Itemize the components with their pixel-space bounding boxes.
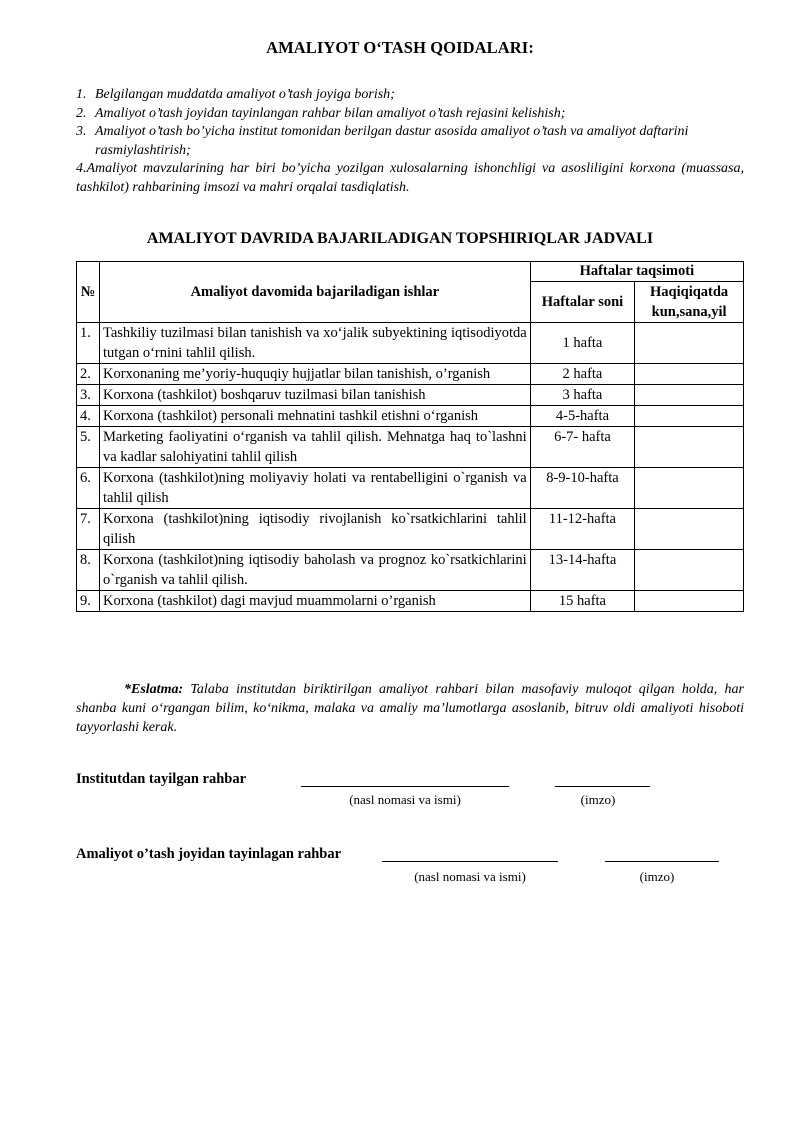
rule-text: Belgilangan muddatda amaliyot o’tash joyiga borish; <box>95 87 395 102</box>
table-row <box>77 468 744 509</box>
name-caption-institute: (nasl nomasi va ismi) <box>349 792 461 807</box>
header-weeks-group: Haftalar taqsimoti <box>530 262 743 282</box>
row-actual-date[interactable] <box>635 468 744 509</box>
table-row <box>77 364 744 385</box>
row-work: Korxona (tashkilot) dagi mavjud muammolarni o’rganish <box>99 591 530 612</box>
header-weeks-count: Haftalar soni <box>530 282 635 323</box>
row-work: Korxona (tashkilot) boshqaruv tuzilmasi bilan tanishish <box>99 385 530 406</box>
row-work: Korxonaning me’yoriy-huquqiy hujjatlar bilan tanishish, o’rganish <box>99 364 530 385</box>
row-work: Tashkiliy tuzilmasi bilan tanishish va xo‘jalik subyektining iqtisodiyotda tutgan o‘rnini tahlil qilish. <box>99 323 530 364</box>
row-weeks: 13-14-hafta <box>530 550 635 591</box>
rule-text: Amaliyot o’tash bo’yicha institut tomonidan berilgan dastur asosida amaliyot o’tash va amaliyot daftarini rasmiylashtirish; <box>95 124 689 158</box>
row-number: 8. <box>77 550 100 591</box>
tasks-table <box>76 261 744 612</box>
table-row <box>77 550 744 591</box>
table-row <box>77 406 744 427</box>
signature-label-institute: Institutdan tayilgan rahbar <box>76 771 247 787</box>
table-row <box>77 323 744 364</box>
rule-text: Amaliyot o’tash joyidan tayinlangan rahbar bilan amaliyot o’tash rejasini kelishish; <box>95 105 566 121</box>
header-no: № <box>77 262 100 323</box>
row-number: 7. <box>77 509 100 550</box>
page-title: AMALIYOT O‘TASH QOIDALARI: <box>266 38 534 57</box>
row-actual-date[interactable] <box>635 323 744 364</box>
rule-item <box>76 105 744 124</box>
rule-number: 2. <box>76 105 87 121</box>
signature-sign-line-practice-site[interactable] <box>605 861 719 862</box>
row-weeks: 8-9-10-hafta <box>530 468 635 509</box>
header-work: Amaliyot davomida bajariladigan ishlar <box>99 262 530 323</box>
table-title: AMALIYOT DAVRIDA BAJARILADIGAN TOPSHIRIQLAR JADVALI <box>146 230 654 247</box>
signature-label-practice-site: Amaliyot o’tash joyidan tayinlagan rahbar <box>76 846 342 862</box>
note-label: *Eslatma: <box>124 682 184 697</box>
row-actual-date[interactable] <box>635 509 744 550</box>
row-number: 6. <box>77 468 100 509</box>
row-number: 3. <box>77 385 100 406</box>
row-weeks: 6-7- hafta <box>530 427 635 468</box>
name-caption-practice-site: (nasl nomasi va ismi) <box>414 869 526 884</box>
row-work: Korxona (tashkilot)ning moliyaviy holati va rentabelligini o`rganish va tahlil qilish <box>99 468 530 509</box>
row-number: 9. <box>77 591 100 612</box>
row-weeks: 11-12-hafta <box>530 509 635 550</box>
row-number: 2. <box>77 364 100 385</box>
row-weeks: 15 hafta <box>530 591 635 612</box>
signature-name-line-institute[interactable] <box>301 786 509 787</box>
row-weeks: 1 hafta <box>530 323 635 364</box>
row-number: 4. <box>77 406 100 427</box>
table-row <box>77 427 744 468</box>
sign-caption-practice-site: (imzo) <box>639 869 675 884</box>
row-actual-date[interactable] <box>635 550 744 591</box>
row-actual-date[interactable] <box>635 406 744 427</box>
signature-name-line-practice-site[interactable] <box>382 861 558 862</box>
header-actual: Haqiqiqatda kun,sana,yil <box>635 282 744 323</box>
row-weeks: 4-5-hafta <box>530 406 635 427</box>
table-row <box>77 591 744 612</box>
row-weeks: 2 hafta <box>530 364 635 385</box>
rules-list <box>76 86 744 197</box>
table-row <box>77 509 744 550</box>
rule-item <box>76 123 744 160</box>
rule-item-4: 4.Amaliyot mavzularining har biri bo’yicha yozilgan xulosalarning ishonchligi va asosliligini korxona (muassasa, tashkilot) rahbarining imsozi va mahri orqalai tasdiqlatish. <box>76 161 744 195</box>
sign-caption-institute: (imzo) <box>580 792 616 807</box>
rule-item <box>76 86 744 105</box>
note-text: Talaba institutdan biriktirilgan amaliyot rahbari bilan masofaviy muloqot qilgan holda, har shanba kuni o‘rgangan bilim, ko‘nikma, malaka va amaliy ma’lumotlarga asoslanib, bitruv oldi amaliyoti hisoboti tayyorlashi kerak. <box>76 682 744 735</box>
signature-sign-line-institute[interactable] <box>555 786 650 787</box>
table-row <box>77 385 744 406</box>
row-work: Korxona (tashkilot) personali mehnatini tashkil etishni o‘rganish <box>99 406 530 427</box>
row-actual-date[interactable] <box>635 364 744 385</box>
row-weeks: 3 hafta <box>530 385 635 406</box>
rule-number: 3. <box>76 124 87 139</box>
row-number: 5. <box>77 427 100 468</box>
rule-number: 1. <box>76 87 87 102</box>
note-paragraph <box>76 680 744 737</box>
row-work: Korxona (tashkilot)ning iqtisodiy rivojlanish ko`rsatkichlarini tahlil qilish <box>99 509 530 550</box>
row-actual-date[interactable] <box>635 591 744 612</box>
row-actual-date[interactable] <box>635 427 744 468</box>
row-actual-date[interactable] <box>635 385 744 406</box>
row-work: Korxona (tashkilot)ning iqtisodiy baholash va prognoz ko`rsatkichlarini o`rganish va tahlil qilish. <box>99 550 530 591</box>
row-number: 1. <box>77 323 100 364</box>
row-work: Marketing faoliyatini o‘rganish va tahlil qilish. Mehnatga haq to`lashni va kadlar salohiyatini tahlil qilish <box>99 427 530 468</box>
